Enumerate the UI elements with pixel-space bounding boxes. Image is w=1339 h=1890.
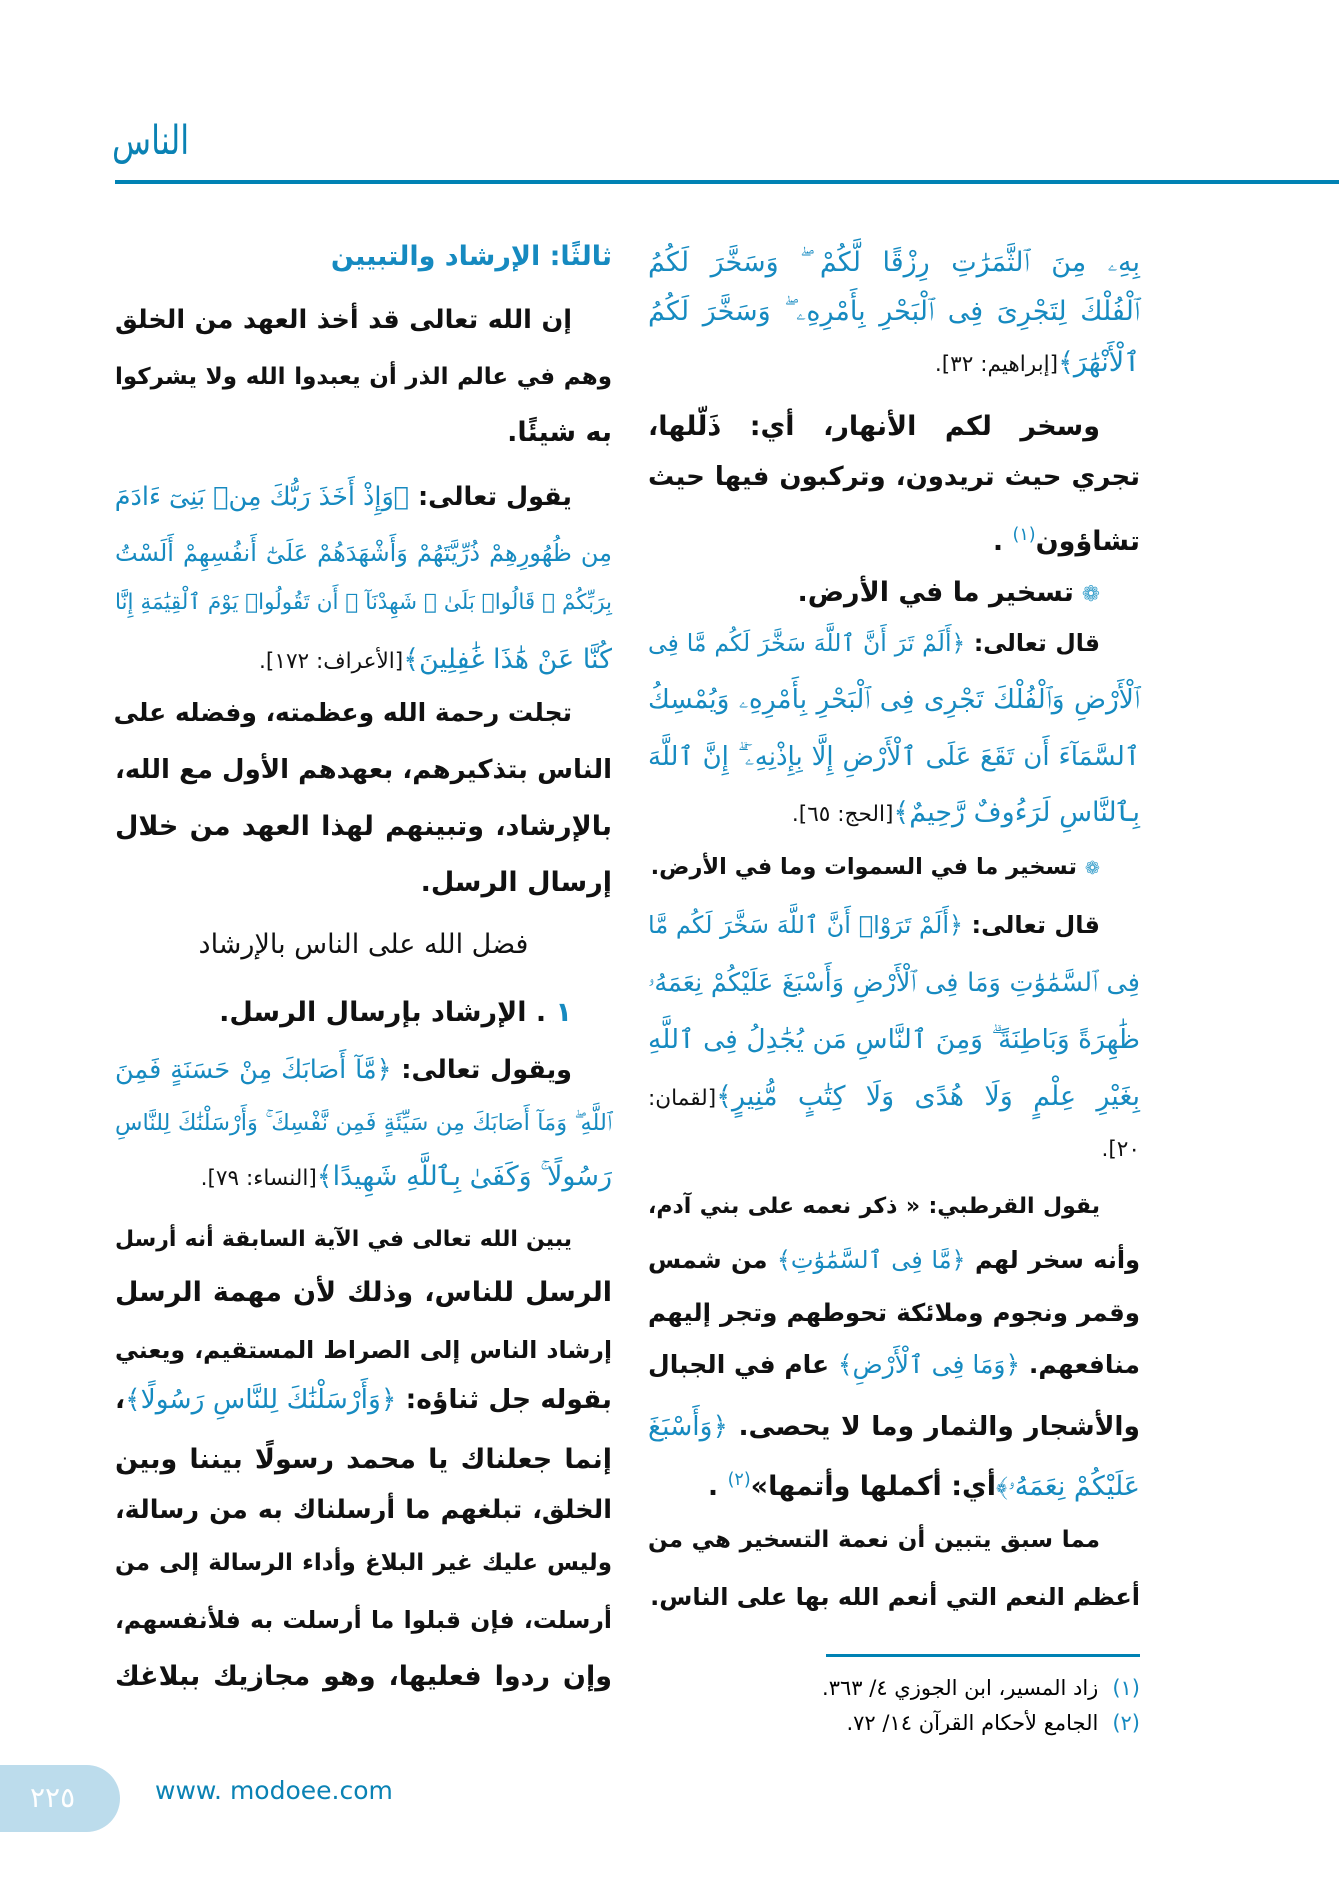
right-text-line: [648, 1123, 1140, 1173]
body-text: وقمر ونجوم وملائكة تحوطهم وتجر إليهم: [648, 1298, 1140, 1327]
left-text-line: [115, 1325, 612, 1375]
body-text: وسخر لكم الأنهار، أي: ذَلّلها،: [648, 411, 1100, 442]
right-text-line: [648, 732, 1140, 782]
body-text: والأشجار والثمار وما لا يحصى.: [728, 1411, 1140, 1442]
quran-verse: ٱلْأَرْضِ وَٱلْفُلْكَ تَجْرِى فِى ٱلْبَحْرِ بِأَمْرِهِۦ وَيُمْسِكُ: [648, 684, 1140, 715]
body-text: أرسلت، فإن قبلوا ما أرسلت به فلأنفسهم،: [115, 1606, 612, 1634]
left-text-line: [115, 528, 612, 578]
right-text-line: [648, 1455, 1140, 1505]
quran-verse: ﴿مَّآ أَصَابَكَ مِنْ حَسَنَةٍ فَمِنَ: [115, 1055, 392, 1085]
left-text-line: [115, 688, 572, 738]
body-text: .: [992, 526, 1013, 557]
quran-verse: رَسُولًا ۚ وَكَفَىٰ بِٱللَّهِ شَهِيدًا﴾: [316, 1161, 612, 1192]
body-text: يقول تعالى:: [409, 482, 572, 512]
footnote-marker: (١): [1012, 525, 1036, 545]
left-text-line: [115, 802, 612, 852]
body-text: .: [707, 1471, 728, 1502]
body-text: بقوله جل ثناؤه:: [396, 1384, 612, 1415]
left-text-line: [115, 920, 612, 970]
footnote-rule: [826, 1654, 1140, 1657]
right-text-line: [648, 1288, 1140, 1338]
body-text: إرشاد الناس إلى الصراط المستقيم، ويعني: [115, 1336, 612, 1364]
verse-reference: [الأعراف: ١٧٢].: [259, 649, 404, 674]
quran-verse: ٱلْأَنْهَٰرَ﴾: [1058, 347, 1140, 378]
quran-verse: ٱلْفُلْكَ لِتَجْرِىَ فِى ٱلْبَحْرِ بِأَمْرِهِۦ ۖ وَسَخَّرَ لَكُمُ: [648, 296, 1140, 327]
body-text: الرسل للناس، وذلك لأن مهمة الرسل: [115, 1277, 612, 1308]
left-text-line: [115, 1435, 612, 1485]
body-text: يقول القرطبي: « ذكر نعمه على بني آدم،: [648, 1194, 1100, 1219]
quran-verse: بِغَيْرِ عِلْمٍ وَلَا هُدًى وَلَا كِتَٰبٍ مُّنِيرٍ﴾: [716, 1081, 1140, 1112]
quran-verse: ﴿وَأَرْسَلْنَٰكَ لِلنَّاسِ رَسُولًا﴾: [125, 1384, 397, 1415]
footnote: [700, 1706, 1140, 1740]
right-text-line: [648, 1402, 1140, 1452]
section-heading: ١: [555, 997, 572, 1028]
quran-verse: ﴿أَلَمْ تَرَوْا۟ أَنَّ ٱللَّهَ سَخَّرَ لَكُم مَّا: [648, 911, 964, 939]
body-text: من شمس: [648, 1246, 777, 1274]
body-text: وليس عليك غير البلاغ وأداء الرسالة إلى من: [115, 1550, 612, 1576]
left-text-line: [115, 1485, 612, 1535]
right-text-line: [648, 618, 1100, 668]
body-text: أي: أكملها وأتمها»: [750, 1471, 996, 1502]
left-text-line: [115, 472, 572, 522]
flower-bullet-icon: ❁: [1081, 582, 1100, 607]
verse-reference: [النساء: ٧٩].: [200, 1166, 317, 1191]
flower-bullet-icon: ❁: [1084, 858, 1100, 879]
body-text: قال تعالى:: [965, 629, 1101, 657]
body-text: الناس بتذكيرهم، بعهدهم الأول مع الله،: [115, 755, 612, 785]
right-text-line: [648, 1572, 1140, 1622]
quran-verse: بِرَبِّكُمْ ۖ قَالُوا۟ بَلَىٰ ۛ شَهِدْنَآ ۛ أَن تَقُولُوا۟ يَوْمَ ٱلْقِيَٰمَةِ إِنَّا: [115, 590, 612, 615]
left-text-line: [115, 232, 612, 282]
quran-verse: ٱلسَّمَآءَ أَن تَقَعَ عَلَى ٱلْأَرْضِ إِلَّا بِإِذْنِهِۦٓ ۗ إِنَّ ٱللَّهَ: [648, 742, 1140, 772]
left-text-line: [115, 1652, 612, 1702]
quran-verse: مِن ظُهُورِهِمْ ذُرِّيَّتَهُمْ وَأَشْهَدَهُمْ عَلَىٰٓ أَنفُسِهِمْ أَلَسْتُ: [115, 539, 612, 567]
right-text-line: [648, 1072, 1140, 1122]
right-text-line: [648, 287, 1140, 337]
left-text-line: [115, 988, 572, 1038]
body-text: قال تعالى:: [963, 911, 1100, 939]
body-text: بالإرشاد، وتبينهم لهذا العهد من خلال: [115, 811, 612, 842]
left-text-line: [115, 745, 612, 795]
quran-verse: بِٱلنَّاسِ لَرَءُوفٌ رَّحِيمٌ﴾: [893, 797, 1140, 828]
footnote-marker: (٢): [727, 1470, 751, 1490]
page-number-badge: [0, 1765, 120, 1832]
footnote-text: زاد المسير، ابن الجوزي ٤/ ٣٦٣.: [822, 1676, 1099, 1700]
left-text-line: [115, 1268, 612, 1318]
body-text: أعظم النعم التي أنعم الله بها على الناس.: [650, 1583, 1140, 1611]
body-text: ،: [115, 1384, 126, 1415]
body-text: الخلق، تبلغهم ما أرسلناك به من رسالة،: [115, 1495, 612, 1525]
left-text-line: [115, 295, 572, 345]
right-text-line: [648, 1515, 1100, 1565]
body-text: وهم في عالم الذر أن يعبدوا الله ولا يشركوا: [115, 364, 612, 390]
right-text-line: [648, 1015, 1140, 1065]
body-text: إن الله تعالى قد أخذ العهد من الخلق: [115, 305, 572, 335]
left-text-line: [115, 352, 612, 402]
subheading: فضل الله على الناس بالإرشاد: [198, 929, 529, 960]
right-text-line: [648, 842, 1100, 892]
left-text-line: [115, 1098, 612, 1148]
body-text: إنما جعلناك يا محمد رسولًا بيننا وبين: [115, 1444, 612, 1475]
section-heading: ثالثًا: الإرشاد والتبيين: [330, 241, 612, 272]
verse-reference: [الحج: ٦٥].: [791, 802, 894, 827]
body-text: منافعهم.: [1020, 1350, 1140, 1379]
body-text: تسخير ما في السموات وما في الأرض.: [650, 854, 1077, 880]
body-text: إرسال الرسل.: [420, 867, 612, 898]
body-text: . الإرشاد بإرسال الرسل.: [219, 997, 556, 1028]
quran-verse: ﴿أَلَمْ تَرَ أَنَّ ٱللَّهَ سَخَّرَ لَكُم مَّا فِى: [648, 629, 966, 657]
quran-verse: ﴿وَأَسْبَغَ: [648, 1411, 728, 1442]
right-text-line: [648, 788, 1140, 838]
right-text-line: [648, 1235, 1140, 1285]
body-text: تسخير ما في الأرض.: [797, 577, 1074, 608]
right-text-line: [648, 1182, 1100, 1232]
body-text: وأنه سخر لهم: [965, 1246, 1140, 1274]
body-text: يبين الله تعالى في الآية السابقة أنه أرسل: [115, 1227, 572, 1252]
left-text-line: [115, 1595, 612, 1645]
left-text-line: [115, 858, 612, 908]
page-number: ٢٢٥: [30, 1781, 76, 1814]
footnote-number: (١): [1112, 1676, 1140, 1700]
left-text-line: [115, 1375, 612, 1425]
quran-verse: بِهِۦ مِنَ ٱلثَّمَرَٰتِ رِزْقًا لَّكُمْ ۖ وَسَخَّرَ لَكُمُ: [648, 247, 1140, 278]
quran-verse: ظَٰهِرَةً وَبَاطِنَةً ۗ وَمِنَ ٱلنَّاسِ مَن يُجَٰدِلُ فِى ٱللَّهِ: [648, 1024, 1140, 1055]
left-text-line: [115, 578, 612, 628]
footnote-number: (٢): [1112, 1711, 1140, 1735]
verse-reference: [إبراهيم: ٣٢].: [934, 352, 1059, 377]
right-text-line: [648, 452, 1140, 502]
right-text-line: [648, 338, 1140, 388]
verse-reference: ٢٠].: [1101, 1137, 1140, 1162]
right-text-line: [648, 402, 1100, 452]
quran-verse: فِى ٱلسَّمَٰوَٰتِ وَمَا فِى ٱلْأَرْضِ وَأَسْبَغَ عَلَيْكُمْ نِعَمَهُۥ: [648, 968, 1140, 998]
website-url[interactable]: www. modoee.com: [155, 1776, 393, 1805]
quran-verse: ﴿وَإِذْ أَخَذَ رَبُّكَ مِنۢ بَنِىٓ ءَادَمَ: [114, 482, 410, 512]
left-text-line: [115, 1215, 572, 1265]
quran-verse: عَلَيْكُمْ نِعَمَهُۥ﴾: [996, 1471, 1140, 1502]
body-text: وإن ردوا فعليها، وهو مجازيك ببلاغك: [115, 1661, 612, 1692]
left-text-line: [115, 408, 612, 458]
running-header-title: الناس: [112, 118, 190, 164]
quran-verse: ﴿وَمَا فِى ٱلْأَرْضِ﴾: [837, 1350, 1021, 1379]
left-text-line: [115, 635, 612, 685]
body-text: به شيئًا.: [507, 417, 612, 448]
body-text: مما سبق يتبين أن نعمة التسخير هي من: [648, 1527, 1100, 1553]
right-text-line: [648, 510, 1140, 560]
body-text: تجلت رحمة الله وعظمته، وفضله على: [113, 698, 572, 727]
right-text-line: [648, 1340, 1140, 1390]
verse-reference: [لقمان:: [648, 1086, 717, 1111]
right-text-line: [648, 568, 1100, 618]
footnote: [700, 1671, 1140, 1705]
right-text-line: [648, 900, 1100, 950]
body-text: ويقول تعالى:: [391, 1055, 572, 1085]
right-text-line: [648, 958, 1140, 1008]
body-text: تشاؤون: [1035, 526, 1140, 557]
quran-verse: ٱللَّهِ ۖ وَمَآ أَصَابَكَ مِن سَيِّئَةٍ فَمِن نَّفْسِكَ ۚ وَأَرْسَلْنَٰكَ لِلنَّاسِ: [115, 1110, 612, 1136]
left-text-line: [115, 1538, 612, 1588]
quran-verse: ﴿مَّا فِى ٱلسَّمَٰوَٰتِ﴾: [776, 1246, 966, 1274]
header-rule: [115, 180, 1339, 184]
body-text: عام في الجبال: [648, 1350, 838, 1379]
left-text-line: [115, 1045, 572, 1095]
right-text-line: [648, 675, 1140, 725]
footnote-text: الجامع لأحكام القرآن ١٤/ ٧٢.: [846, 1711, 1099, 1735]
left-text-line: [115, 1152, 612, 1202]
right-text-line: [648, 238, 1140, 288]
body-text: تجري حيث تريدون، وتركبون فيها حيث: [648, 462, 1140, 492]
quran-verse: كُنَّا عَنْ هَٰذَا غَٰفِلِينَ﴾: [403, 644, 612, 675]
